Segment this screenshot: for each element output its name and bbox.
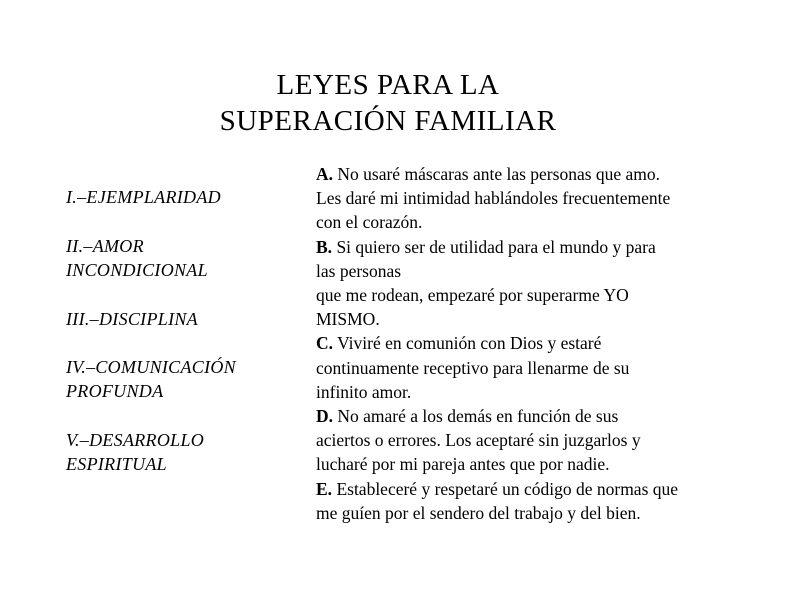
title-line-1: LEYES PARA LA <box>276 69 500 101</box>
principle-letter: B. <box>316 236 333 257</box>
law-label: IV.–COMUNICACIÓN <box>66 357 236 377</box>
principle-text: No usaré máscaras ante las personas que amo. <box>337 164 661 184</box>
principle-text: Viviré en comunión con Dios y estaré <box>337 333 602 354</box>
principle-b-line <box>316 235 786 259</box>
law-ejemplaridad <box>66 185 221 209</box>
principle-b-line: las personas <box>316 260 402 281</box>
law-label: I.–EJEMPLARIDAD <box>66 187 221 207</box>
principle-d-line: aciertos o errores. Los aceptaré sin juzgarlos y <box>316 430 641 451</box>
law-comunicacion-profunda <box>66 355 236 403</box>
principle-letter: A. <box>316 164 334 184</box>
principle-a-line <box>316 162 786 186</box>
principle-a-line: Les daré mi intimidad hablándoles frecuentemente <box>316 188 671 209</box>
principle-letter: E. <box>316 478 333 499</box>
principle-b-line: que me rodean, empezaré por superarme YO <box>316 285 629 306</box>
principle-d-line <box>316 404 786 428</box>
law-label: V.–DESARROLLO <box>66 430 205 450</box>
principle-letter: D. <box>316 406 334 427</box>
principle-a-line: con el corazón. <box>316 212 423 233</box>
title-line-2: SUPERACIÓN FAMILIAR <box>219 105 557 137</box>
law-label: III.–DISCIPLINA <box>66 309 198 329</box>
principles-column <box>316 162 786 525</box>
principle-e-line <box>316 477 786 501</box>
law-label: ESPIRITUAL <box>66 454 167 474</box>
law-label: PROFUNDA <box>66 381 164 401</box>
law-disciplina <box>66 307 198 331</box>
principle-letter: C. <box>316 333 334 354</box>
principle-e-line: me guíen por el sendero del trabajo y del bien. <box>316 502 641 523</box>
law-label: INCONDICIONAL <box>66 260 208 280</box>
principle-text: No amaré a los demás en función de sus <box>337 406 619 427</box>
principle-d-line: lucharé por mi pareja antes que por nadie. <box>316 454 610 475</box>
principle-c-line <box>316 331 786 355</box>
principle-text: Estableceré y respetaré un código de normas que <box>336 478 679 499</box>
principle-c-line: continuamente receptivo para llenarme de su <box>316 357 630 378</box>
principle-text: Si quiero ser de utilidad para el mundo y para <box>336 236 656 257</box>
law-amor-incondicional <box>66 234 208 282</box>
law-label: II.–AMOR <box>66 236 144 256</box>
principle-c-line: infinito amor. <box>316 381 412 402</box>
law-desarrollo-espiritual <box>66 428 204 476</box>
principle-b-line: MISMO. <box>316 309 380 330</box>
